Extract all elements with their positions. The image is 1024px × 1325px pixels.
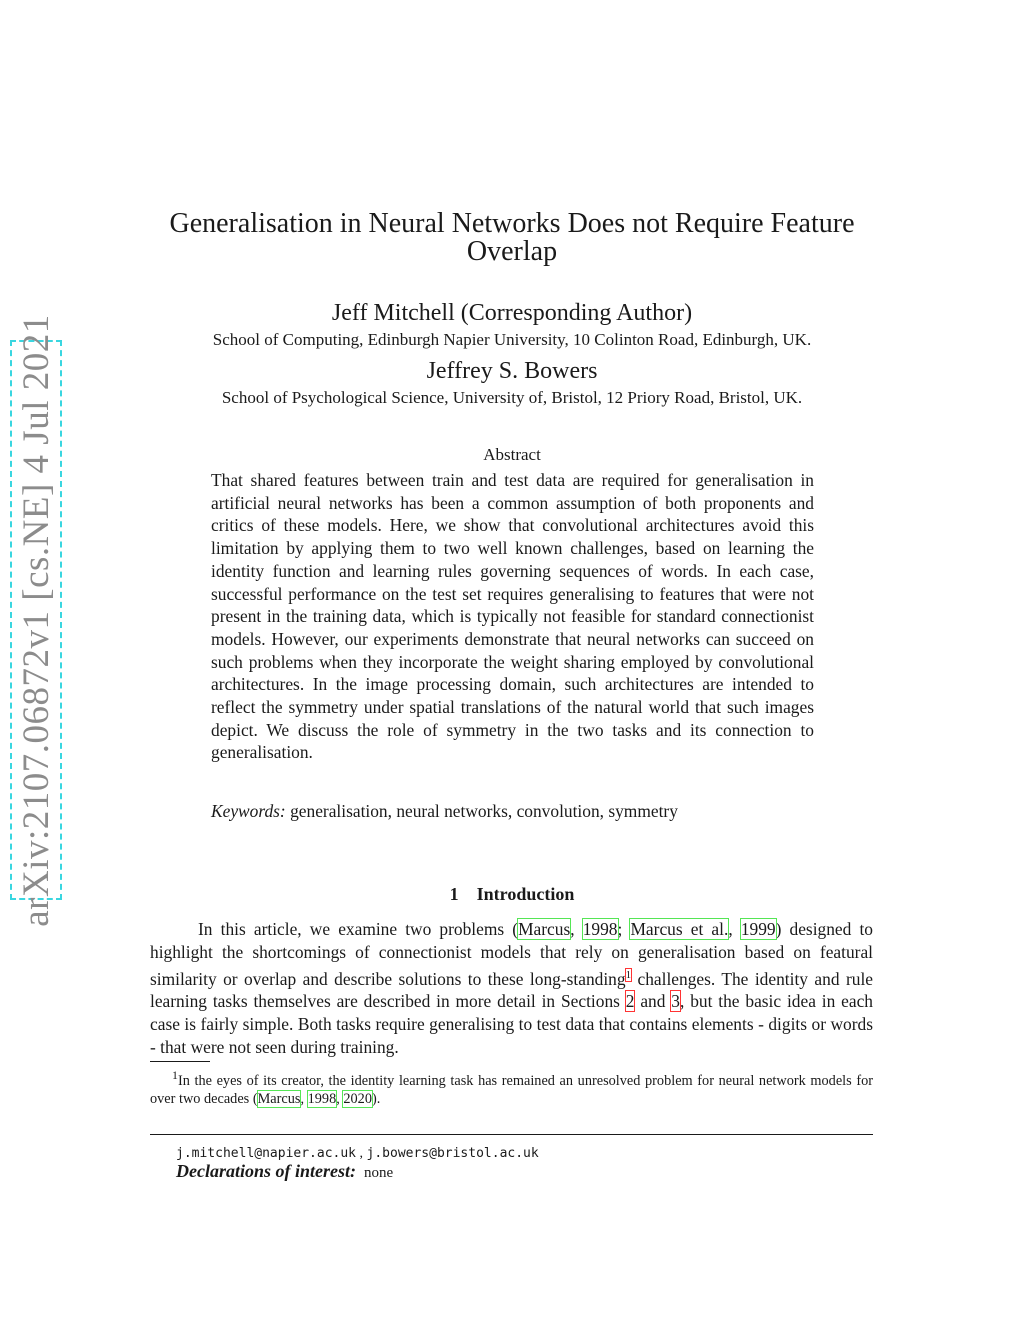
- intro-text: In this article, we examine two problems (: [198, 919, 519, 939]
- author-1-name: Jeff Mitchell (Corresponding Author): [331, 300, 693, 326]
- intro-text: ,: [728, 919, 741, 939]
- arxiv-stamp-text: arXiv:2107.06872v1 [cs.NE] 4 Jul 2021: [15, 313, 57, 927]
- contact-emails: [176, 1146, 539, 1162]
- footnote: [150, 1066, 873, 1108]
- intro-text: ) designed to highlight the shortcomings of connectionist models that rely on generalisation based on featural similarity or overlap and describe solutions to these long-standing: [150, 919, 873, 989]
- footnote-divider: [150, 1061, 210, 1062]
- paper-title: [140, 210, 884, 266]
- title-line-2: Overlap: [466, 236, 558, 267]
- declarations-value: none: [364, 1165, 394, 1181]
- intro-text: challenges. The identity and rule learning tasks themselves are described in more detail in Sections: [150, 968, 873, 1012]
- footnote-text: ,: [300, 1090, 308, 1107]
- author-1-affiliation: School of Computing, Edinburgh Napier University, 10 Colinton Road, Edinburgh, UK.: [212, 330, 812, 349]
- declarations-label: Declarations of interest:: [176, 1161, 356, 1181]
- intro-text: and: [634, 991, 672, 1012]
- footnote-text: In the eyes of its creator, the identity learning task has remained an unresolved problem for neural network models for over two decades (: [150, 1072, 873, 1107]
- abstract-text: That shared features between train and test data are required for generalisation in artificial neural networks has been a common assumption of both proponents and critics of these models. Here, we show that convolutional architectures avoid this limitation by applying them to two well known challenges, based on learning the identity function and learning rules governing sequences of words. In each case, successful performance on the test set requires generalising to features that were not present in the training data, which is typically not feasible for standard connectionist models. However, our experiments demonstrate that neural networks can succeed on such problems when they incorporate the weight sharing employed by convolutional architectures. In the image processing domain, such architectures are intended to reflect the symmetry under spatial translations of the natural world that such images depict. We discuss the role of symmetry in the two tasks and its connection to generalisation.: [211, 470, 814, 763]
- arxiv-stamp: [10, 313, 62, 927]
- abstract-heading: Abstract: [483, 445, 541, 464]
- section-heading: [140, 884, 884, 905]
- keywords-label: Keywords:: [211, 801, 286, 821]
- citation-link[interactable]: 1998: [307, 1090, 337, 1107]
- section-ref-link[interactable]: 3: [671, 991, 680, 1012]
- email-2: j.bowers@bristol.ac.uk: [366, 1146, 539, 1161]
- footnote-text: ).: [371, 1090, 381, 1107]
- section-title: Introduction: [476, 884, 575, 904]
- title-line-1: Generalisation in Neural Networks Does not Require Feature: [169, 208, 855, 239]
- citation-link[interactable]: Marcus: [257, 1090, 301, 1107]
- footnote-text: ,: [336, 1090, 344, 1107]
- intro-text: ;: [617, 919, 631, 939]
- author-2-affiliation: School of Psychological Science, University of, Bristol, 12 Priory Road, Bristol, UK.: [221, 388, 803, 407]
- page-footer-divider: [150, 1134, 873, 1135]
- author-2-name: Jeffrey S. Bowers: [426, 358, 598, 384]
- citation-link[interactable]: 1999: [740, 919, 776, 939]
- intro-text: ,: [570, 919, 583, 939]
- citation-link[interactable]: 2020: [343, 1090, 372, 1107]
- email-1: j.mitchell@napier.ac.uk: [176, 1146, 357, 1161]
- citation-link[interactable]: Marcus et al.: [630, 919, 729, 939]
- keywords: [211, 801, 814, 822]
- section-ref-link[interactable]: 2: [625, 991, 635, 1012]
- declarations: [176, 1161, 393, 1182]
- intro-text: , but the basic idea in each case is fairly simple. Both tasks require generalising to test data that contains elements - digits or words - that were not seen during training.: [150, 991, 874, 1057]
- footnote-link[interactable]: 1: [625, 968, 632, 981]
- section-number: 1: [449, 884, 459, 904]
- citation-link[interactable]: 1998: [582, 919, 618, 939]
- email-separator: ,: [356, 1146, 367, 1161]
- footnote-mark: 1: [172, 1068, 178, 1082]
- intro-paragraph: [150, 918, 873, 1059]
- keywords-text: generalisation, neural networks, convolution, symmetry: [290, 801, 678, 821]
- citation-link[interactable]: Marcus: [518, 919, 571, 939]
